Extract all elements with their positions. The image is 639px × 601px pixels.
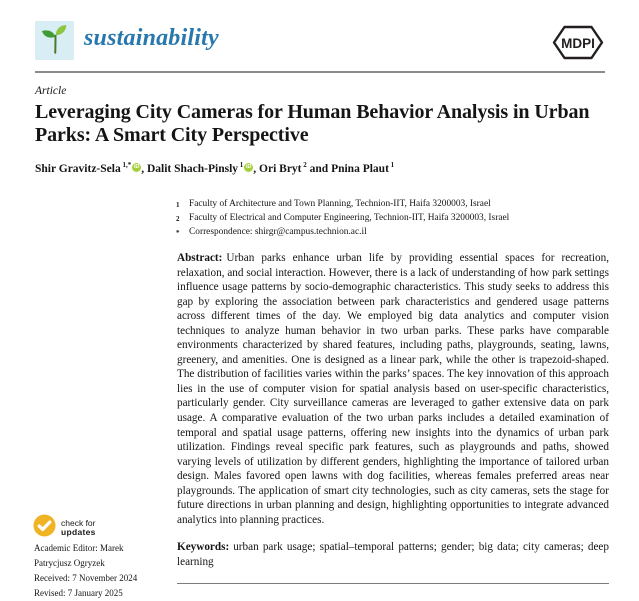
author: Shir Gravitz-Sela $^{1,*}$ iD: [35, 161, 140, 175]
keywords-paragraph: [177, 540, 609, 569]
author: Dalit Shach-Pinsly $^1$ iD: [146, 161, 252, 175]
keywords-divider: [177, 583, 609, 584]
abstract-paragraph: [177, 251, 609, 527]
author: Pnina Plaut $^1$: [331, 161, 395, 175]
affiliation-row: [176, 212, 612, 226]
abstract-column: [177, 251, 609, 584]
received-date: Received: 7 November 2024: [34, 573, 138, 583]
check-badge-line1: check for: [61, 517, 96, 528]
author: Ori Bryt $^2$: [259, 161, 307, 175]
academic-editor-note: Academic Editor: Marek Patrycjusz Ogryzek: [34, 543, 124, 568]
article-type-label: Article: [35, 85, 67, 97]
check-badge-line2: updates: [61, 527, 96, 537]
check-for-updates-badge[interactable]: [33, 514, 96, 542]
abstract-label: Abstract:: [177, 252, 223, 264]
mdpi-logo-text: MDPI: [561, 36, 595, 51]
revised-date: Revised: 7 January 2025: [34, 588, 123, 598]
affiliations-list: [176, 198, 612, 240]
affiliation-text: Faculty of Electrical and Computer Engineering, Technion-IIT, Haifa 3200003, Israel: [189, 212, 510, 223]
affiliation-row: [176, 226, 612, 240]
seedling-icon: [40, 22, 70, 59]
check-icon: [33, 514, 56, 542]
keywords-text: urban park usage; spatial–temporal patterns; gender; big data; city cameras; deep learning: [177, 541, 609, 568]
mdpi-logo: [552, 25, 604, 65]
affiliation-marker: *: [176, 228, 180, 237]
journal-name: sustainability: [84, 25, 219, 51]
keywords-label: Keywords:: [177, 541, 230, 554]
affiliation-text[interactable]: Correspondence: shirgr@campus.technion.ac.il: [189, 226, 367, 237]
affiliation-text: Faculty of Architecture and Town Planning, Technion-IIT, Haifa 3200003, Israel: [189, 199, 491, 209]
affiliation-row: [176, 198, 612, 212]
check-badge-text: [61, 519, 96, 538]
orcid-icon[interactable]: iD: [246, 163, 252, 170]
author-line: Shir Gravitz-Sela $^{1,*}$ iD , Dalit Shach-Pinsly $^1$ iD , Ori Bryt $^2$ and Pnina Plaut $^1$: [35, 161, 395, 175]
page-title: Leveraging City Cameras for Human Behavior Analysis in Urban Parks: A Smart City Perspective: [35, 101, 590, 146]
abstract-text: Urban parks enhance urban life by providing essential spaces for recreation, relaxation, and social interaction. However, there is a lack of understanding of how park settings influence usage patterns by socio-demographic characteristics. This study seeks to address this gap by exploring the association between park characteristics and gendered usage patterns across different times of the day. We employed big data analytics and computer vision techniques to analyze human behavior in two urban parks. These parks have comparable environments characterized by shared features, including paths, playgrounds, seating, lawns, greenery, and amenities. One is designed as a linear park, while the other is trapezoid-shaped. The distribution of facilities varies within the parks’ spaces. The key innovation of this approach lies in the use of computer vision for spatial analysis based on user-specific characteristics, particularly gender. City surveillance cameras are leveraged to gather extensive data on park usage. A comparative evaluation of the two urban parks includes a detailed examination of temporal and spatial usage patterns, offering new insights into the dynamics of urban park utilization. Findings reveal specific park features, such as playgrounds and paths, showed varying levels of utilization by different genders, highlighting the importance of tailored urban design. Males favored open lawns with dog facilities, whereas females preferred areas near playgrounds. The application of smart city technologies, such as city cameras, sets the stage for future directions in urban planning and design, highlighting opportunities to integrate advanced analytics into planning practices.: [177, 252, 609, 526]
affiliation-marker: 1: [176, 201, 180, 209]
header-divider: [35, 71, 605, 73]
journal-logo: [35, 21, 74, 60]
orcid-icon[interactable]: iD: [133, 163, 140, 170]
affiliation-marker: 2: [176, 214, 180, 223]
